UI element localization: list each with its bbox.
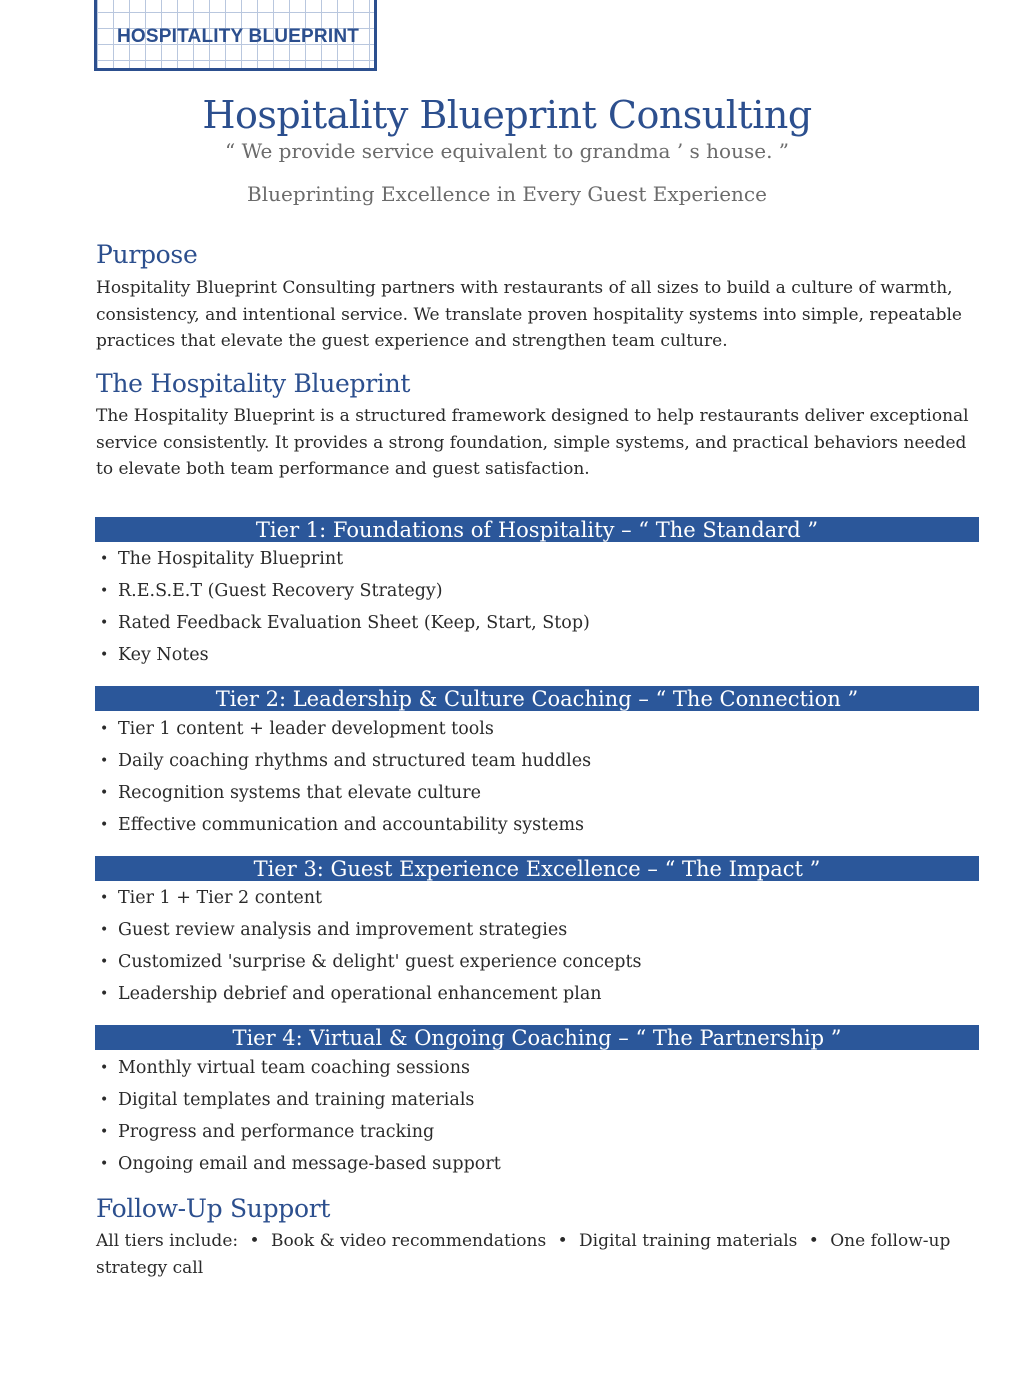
list-item — [100, 1119, 501, 1151]
followup-heading: Follow-Up Support — [96, 1194, 331, 1223]
bullet-icon: • — [100, 1092, 109, 1108]
tier-1-header: Tier 1: Foundations of Hospitality – “ The Standard ” — [95, 517, 979, 542]
list-item — [100, 812, 591, 844]
list-item-text: Monthly virtual team coaching sessions — [118, 1058, 470, 1078]
list-item — [100, 748, 591, 780]
tier-4-header: Tier 4: Virtual & Ongoing Coaching – “ The Partnership ” — [95, 1025, 979, 1050]
list-item-text: Customized 'surprise & delight' guest experience concepts — [118, 952, 642, 972]
bullet-icon: • — [100, 583, 109, 599]
bullet-icon: • — [249, 1231, 260, 1251]
bullet-icon: • — [100, 1060, 109, 1076]
bullet-icon: • — [100, 753, 109, 769]
list-item-text: Digital templates and training materials — [118, 1090, 475, 1110]
tier-4-list — [100, 1055, 501, 1183]
tier-3-header: Tier 3: Guest Experience Excellence – “ The Impact ” — [95, 856, 979, 881]
bullet-icon: • — [100, 1124, 109, 1140]
bullet-icon: • — [557, 1231, 568, 1251]
list-item — [100, 578, 590, 610]
list-item — [100, 610, 590, 642]
page-title: Hospitality Blueprint Consulting — [202, 93, 812, 137]
list-item-text: Guest review analysis and improvement strategies — [118, 920, 568, 940]
followup-item: Digital training materials — [579, 1231, 798, 1251]
bullet-icon: • — [808, 1231, 819, 1251]
purpose-body: Hospitality Blueprint Consulting partners with restaurants of all sizes to build a culture of warmth, consistency, and intentional service. We translate proven hospitality systems into simple, repeatable practices that elevate the guest experience and strengthen team culture. — [96, 278, 962, 351]
logo-text: HOSPITALITY BLUEPRINT — [117, 26, 360, 47]
followup-body — [96, 1228, 976, 1281]
tier-2-list — [100, 716, 591, 844]
list-item-text: The Hospitality Blueprint — [118, 549, 344, 569]
bullet-icon: • — [100, 785, 109, 801]
subtitle: Blueprinting Excellence in Every Guest Experience — [247, 182, 767, 206]
tier-3-list — [100, 885, 642, 1013]
tier-1-list — [100, 546, 590, 674]
list-item — [100, 642, 590, 674]
purpose-heading: Purpose — [96, 240, 198, 269]
list-item-text: Tier 1 + Tier 2 content — [118, 888, 323, 908]
tagline: “ We provide service equivalent to grandma ’ s house. ” — [224, 139, 790, 163]
bullet-icon: • — [100, 721, 109, 737]
bullet-icon: • — [100, 647, 109, 663]
bullet-icon: • — [100, 954, 109, 970]
followup-item: One follow-up strategy call — [96, 1231, 951, 1278]
bullet-icon: • — [100, 551, 109, 567]
blueprint-body: The Hospitality Blueprint is a structured framework designed to help restaurants deliver exceptional service consistently. It provides a strong foundation, simple systems, and practical behaviors needed to elevate both team performance and guest satisfaction. — [96, 406, 969, 479]
bullet-icon: • — [100, 1156, 109, 1172]
list-item-text: Ongoing email and message-based support — [118, 1154, 501, 1174]
blueprint-heading: The Hospitality Blueprint — [96, 369, 411, 398]
list-item — [100, 1055, 501, 1087]
list-item — [100, 546, 590, 578]
list-item-text: Rated Feedback Evaluation Sheet (Keep, Start, Stop) — [118, 613, 590, 633]
list-item — [100, 917, 642, 949]
list-item-text: Progress and performance tracking — [118, 1122, 435, 1142]
list-item — [100, 885, 642, 917]
list-item-text: Recognition systems that elevate culture — [118, 783, 481, 803]
followup-intro: All tiers include: — [96, 1231, 239, 1251]
list-item-text: R.E.S.E.T (Guest Recovery Strategy) — [118, 581, 443, 601]
bullet-icon: • — [100, 890, 109, 906]
list-item — [100, 1151, 501, 1183]
list-item-text: Daily coaching rhythms and structured team huddles — [118, 751, 592, 771]
list-item — [100, 981, 642, 1013]
list-item-text: Leadership debrief and operational enhancement plan — [118, 984, 602, 1004]
list-item-text: Key Notes — [118, 645, 209, 665]
bullet-icon: • — [100, 986, 109, 1002]
list-item — [100, 1087, 501, 1119]
bullet-icon: • — [100, 922, 109, 938]
list-item-text: Effective communication and accountability systems — [118, 815, 585, 835]
list-item — [100, 949, 642, 981]
list-item — [100, 780, 591, 812]
bullet-icon: • — [100, 615, 109, 631]
list-item-text: Tier 1 content + leader development tools — [118, 719, 494, 739]
logo — [94, 0, 377, 71]
list-item — [100, 716, 591, 748]
tier-2-header: Tier 2: Leadership & Culture Coaching – “ The Connection ” — [95, 686, 979, 711]
bullet-icon: • — [100, 817, 109, 833]
followup-item: Book & video recommendations — [270, 1231, 547, 1251]
